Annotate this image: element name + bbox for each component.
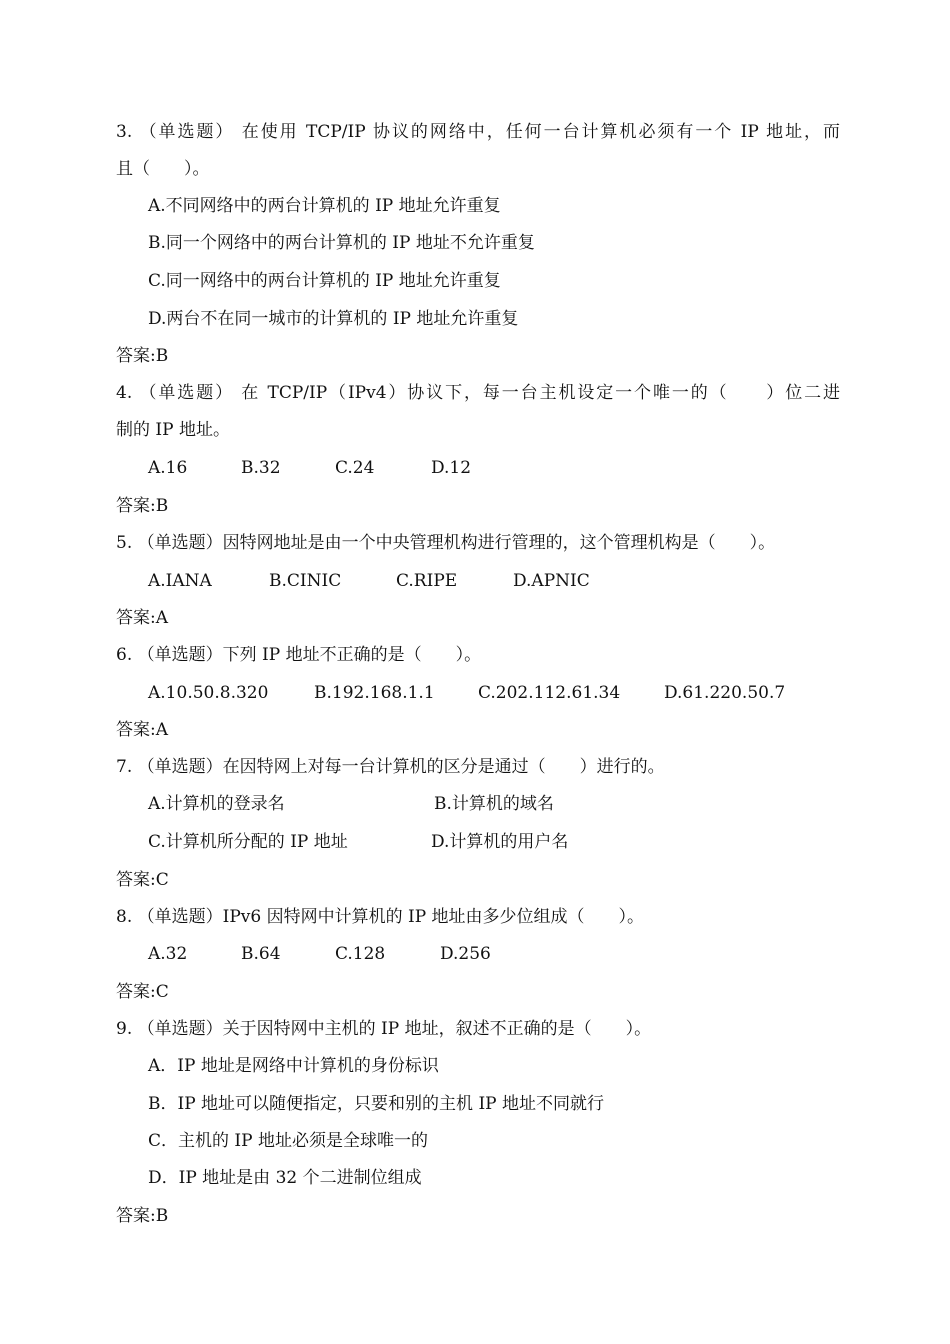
question-3-text-line-1: 3. （单选题） 在使用 TCP/IP 协议的网络中，任何一台计算机必须有一个 IP 地址，而	[116, 122, 840, 142]
question-4-options	[148, 457, 848, 481]
question-7-answer: 答案:C	[116, 870, 169, 890]
question-6-option-d: D.61.220.50.7	[664, 683, 786, 703]
question-5-option-c: C.RIPE	[396, 571, 458, 591]
question-3-option-c: C.同一网络中的两台计算机的 IP 地址允许重复	[148, 271, 501, 291]
question-7-option-d: D.计算机的用户名	[431, 832, 569, 852]
question-8-answer: 答案:C	[116, 982, 169, 1002]
question-9-option-b: B．IP 地址可以随便指定，只要和别的主机 IP 地址不同就行	[148, 1094, 605, 1114]
question-4-text-line-1: 4. （单选题） 在 TCP/IP（IPv4）协议下，每一台主机设定一个唯一的（ ）位二进	[116, 383, 840, 403]
question-4-option-d: D.12	[431, 458, 472, 478]
question-7-text: 7. （单选题）在因特网上对每一台计算机的区分是通过（ ）进行的。	[116, 757, 665, 777]
question-6-option-a: A.10.50.8.320	[148, 683, 269, 703]
question-4-option-b: B.32	[241, 458, 281, 478]
question-9-text: 9. （单选题）关于因特网中主机的 IP 地址，叙述不正确的是（ ）。	[116, 1019, 652, 1039]
question-3-text-line-2: 且（ ）。	[116, 159, 210, 179]
question-7-option-c: C.计算机所分配的 IP 地址	[148, 832, 348, 852]
question-9-option-a: A．IP 地址是网络中计算机的身份标识	[148, 1056, 439, 1076]
question-4-option-a: A.16	[148, 458, 188, 478]
question-6-options	[148, 682, 848, 706]
question-6-text: 6. （单选题）下列 IP 地址不正确的是（ ）。	[116, 645, 482, 665]
question-5-answer: 答案:A	[116, 608, 169, 628]
question-5-option-d: D.APNIC	[513, 571, 590, 591]
question-8-text: 8. （单选题）IPv6 因特网中计算机的 IP 地址由多少位组成（ ）。	[116, 907, 645, 927]
question-3-option-a: A.不同网络中的两台计算机的 IP 地址允许重复	[148, 196, 501, 216]
question-5-options	[148, 570, 848, 594]
question-3-answer: 答案:B	[116, 346, 169, 366]
question-9-answer: 答案:B	[116, 1206, 169, 1226]
question-4-answer: 答案:B	[116, 496, 169, 516]
question-8-option-a: A.32	[148, 944, 188, 964]
question-5-option-a: A.IANA	[148, 571, 212, 591]
question-4-text-line-2: 制的 IP 地址。	[116, 420, 230, 440]
question-6-option-c: C.202.112.61.34	[478, 683, 621, 703]
question-5-option-b: B.CINIC	[269, 571, 342, 591]
question-4-option-c: C.24	[335, 458, 375, 478]
question-8-options	[148, 943, 848, 967]
question-3-option-b: B.同一个网络中的两台计算机的 IP 地址不允许重复	[148, 233, 535, 253]
question-3-option-d: D.两台不在同一城市的计算机的 IP 地址允许重复	[148, 309, 519, 329]
question-8-option-c: C.128	[335, 944, 386, 964]
question-5-text: 5. （单选题）因特网地址是由一个中央管理机构进行管理的，这个管理机构是（ ）。	[116, 533, 776, 553]
question-6-option-b: B.192.168.1.1	[314, 683, 435, 703]
question-7-options-row-1	[148, 793, 848, 817]
question-6-answer: 答案:A	[116, 720, 169, 740]
question-9-option-d: D．IP 地址是由 32 个二进制位组成	[148, 1168, 422, 1188]
question-8-option-d: D.256	[440, 944, 491, 964]
question-9-option-c: C．主机的 IP 地址必须是全球唯一的	[148, 1131, 428, 1151]
question-7-option-a: A.计算机的登录名	[148, 794, 285, 814]
question-7-option-b: B.计算机的域名	[434, 794, 554, 814]
question-8-option-b: B.64	[241, 944, 281, 964]
question-7-options-row-2	[148, 831, 848, 855]
